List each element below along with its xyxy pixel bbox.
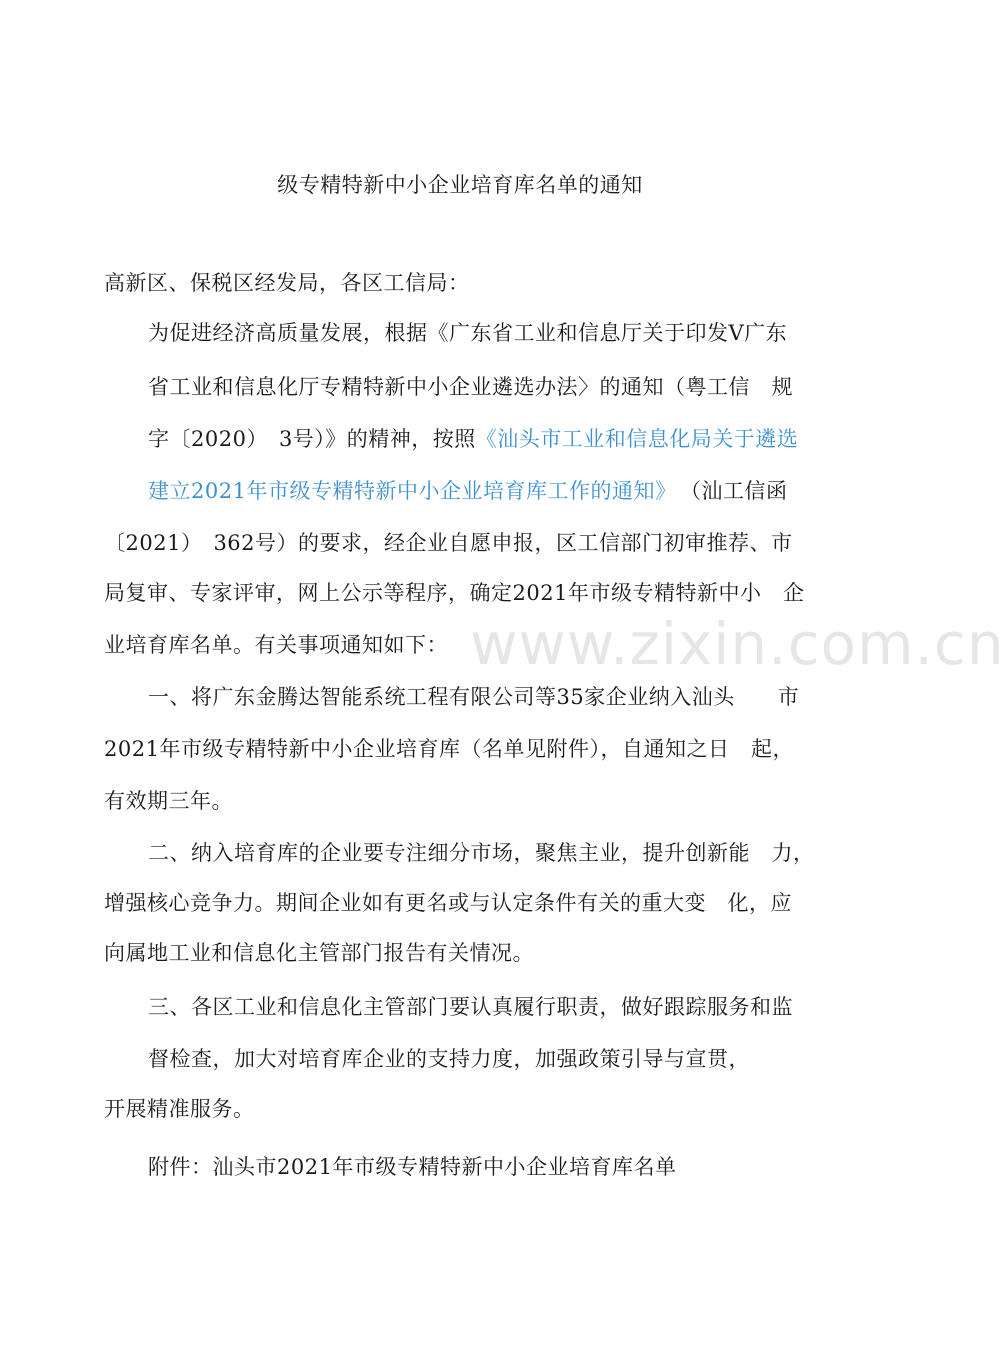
paragraph-1-line-4-text: （汕工信函 (690, 479, 788, 503)
paragraph-3-line-2: 增强核心竞争力。期间企业如有更名或与认定条件有关的重大变 化，应 (104, 891, 792, 915)
paragraph-1-line-4 (148, 476, 787, 506)
paragraph-2-line-2: 2021年市级专精特新中小企业培育库（名单见附件），自通知之日 起， (104, 737, 794, 761)
referenced-notice-link-continued[interactable]: 建立2021年市级专精特新中小企业培育库工作的通知》 (148, 479, 677, 503)
paragraph-1-line-2: 省工业和信息化厅专精特新中小企业遴选办法〉的通知（粤工信 规 (148, 375, 793, 399)
paragraph-2-line-3: 有效期三年。 (104, 789, 233, 813)
paragraph-1-line-3 (148, 424, 798, 454)
attachment-line: 附件：汕头市2021年市级专精特新中小企业培育库名单 (148, 1155, 677, 1179)
paragraph-1-line-6: 局复审、专家评审，网上公示等程序，确定2021年市级专精特新中小 企 (104, 581, 805, 605)
paragraph-4-line-1: 三、各区工业和信息化主管部门要认真履行职责，做好跟踪服务和监 (148, 995, 793, 1019)
paragraph-3-line-1: 二、纳入培育库的企业要专注细分市场，聚焦主业，提升创新能 力， (148, 841, 815, 865)
paragraph-1-line-1: 为促进经济高质量发展，根据《广东省工业和信息厅关于印发V广东 (148, 321, 788, 345)
paragraph-1-line-7: 业培育库名单。有关事项通知如下： (104, 633, 448, 657)
watermark: www.zixin.com.cn (470, 610, 1005, 678)
paragraph-3-line-3: 向属地工业和信息化主管部门报告有关情况。 (104, 941, 534, 965)
paragraph-2-line-1: 一、将广东金腾达智能系统工程有限公司等35家企业纳入汕头 市 (148, 685, 800, 709)
addressee-line: 高新区、保税区经发局，各区工信局： (104, 271, 470, 295)
paragraph-1-line-5: 〔2021） 362号）的要求，经企业自愿申报，区工信部门初审推荐、市 (104, 531, 793, 555)
referenced-notice-link[interactable]: 《汕头市工业和信息化局关于遴选 (475, 427, 799, 451)
paragraph-4-line-2: 督检查，加大对培育库企业的支持力度，加强政策引导与宣贯， (148, 1047, 750, 1071)
paragraph-1-line-3-text: 字〔2020） 3号）》的精神，按照 (148, 427, 476, 451)
paragraph-4-line-3: 开展精准服务。 (104, 1097, 255, 1121)
document-title: 级专精特新中小企业培育库名单的通知 (277, 173, 643, 197)
